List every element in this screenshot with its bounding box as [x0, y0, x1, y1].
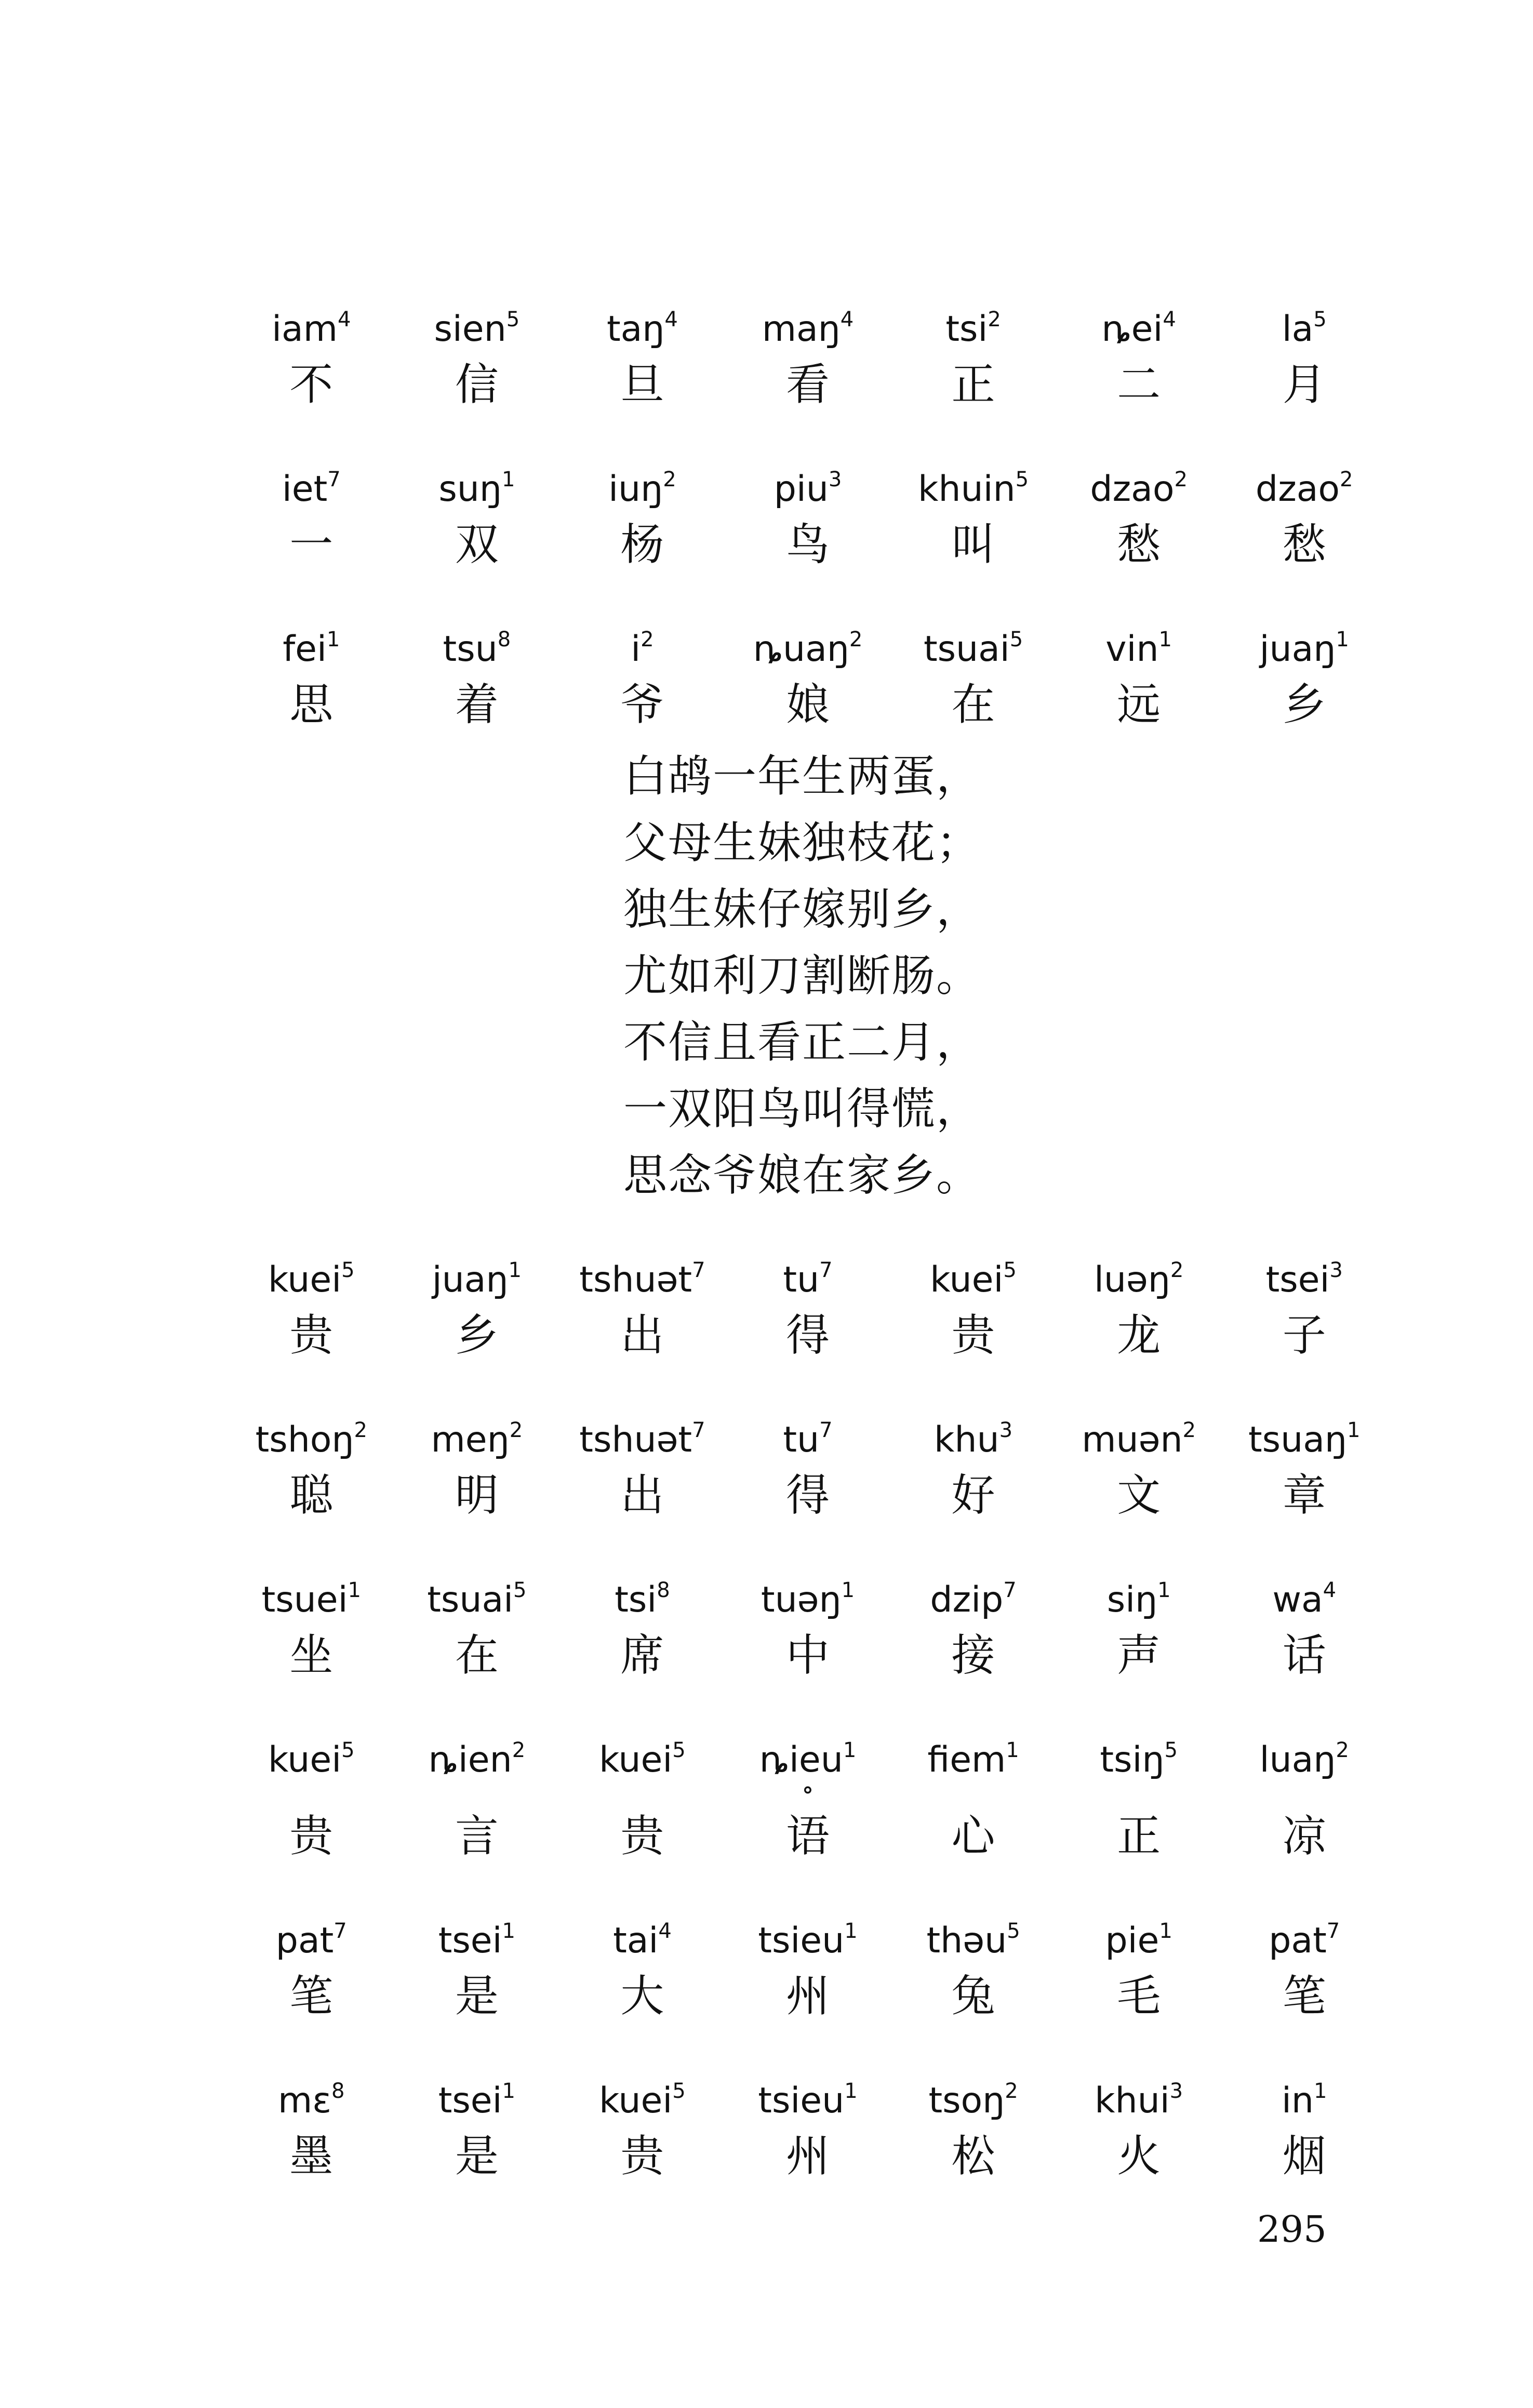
syllable-text: kuei	[268, 1739, 342, 1780]
character-row	[229, 1619, 1387, 1692]
chinese-character: 好	[951, 1470, 995, 1521]
tone-number: 1	[326, 628, 340, 651]
chinese-character: 言	[455, 1811, 499, 1861]
tone-number: 1	[843, 1738, 857, 1762]
syllable	[1056, 1242, 1222, 1299]
chinese-character: 鸟	[785, 519, 830, 570]
tone-number: 5	[506, 308, 520, 331]
chinese-character: 声	[1117, 1630, 1161, 1681]
chinese-character: 看	[785, 359, 830, 410]
chinese-character: 坐	[289, 1630, 334, 1681]
syllable-text: la	[1282, 309, 1314, 350]
syllable-text: ȵien	[428, 1739, 512, 1780]
syllable	[1056, 611, 1222, 668]
character-row	[229, 2120, 1387, 2192]
syllable	[890, 611, 1056, 668]
tone-number: 2	[1340, 468, 1353, 491]
romanization-row	[229, 1402, 1387, 1459]
chinese-character: 聪	[289, 1470, 334, 1521]
syllable-text: tsoŋ	[928, 2080, 1005, 2121]
syllable-text: fiem	[927, 1739, 1006, 1780]
syllable-text: tsuai	[427, 1579, 513, 1620]
syllable	[890, 1242, 1056, 1299]
syllable	[1221, 1562, 1387, 1619]
syllable-text: tsuei	[261, 1579, 348, 1620]
tone-number: 5	[1015, 468, 1029, 491]
poem-translation	[623, 743, 981, 1208]
syllable-text: iet	[282, 469, 328, 510]
tone-number: 5	[513, 1578, 527, 1602]
syllable	[229, 1242, 394, 1299]
syllable	[559, 2063, 725, 2120]
tone-number: 7	[327, 468, 341, 491]
syllable	[229, 1903, 394, 1960]
syllable	[229, 1562, 394, 1619]
chinese-character: 乡	[1282, 679, 1326, 730]
syllable	[229, 1402, 394, 1459]
syllable-text: taŋ	[606, 309, 665, 350]
tone-number: 7	[1003, 1578, 1017, 1602]
poem-line: 一双阳鸟叫得慌，	[623, 1083, 981, 1134]
tone-number: 1	[844, 2079, 858, 2103]
chinese-character: 正	[1117, 1811, 1161, 1861]
chinese-character: 旦	[620, 359, 664, 410]
chinese-character: 松	[951, 2131, 995, 2181]
syllable-text: luəŋ	[1094, 1259, 1170, 1300]
character-row	[229, 1800, 1387, 1872]
tone-number: 2	[509, 1418, 523, 1442]
chinese-character: 子	[1282, 1310, 1326, 1361]
chinese-character: 心	[951, 1811, 995, 1861]
chinese-character: 出	[620, 1310, 664, 1361]
syllable-text: suŋ	[438, 469, 502, 510]
chinese-character: 中	[785, 1630, 830, 1681]
syllable-text: luaŋ	[1259, 1739, 1336, 1780]
syllable-text: kuei	[268, 1259, 342, 1300]
circle-mark	[890, 1779, 1056, 1800]
syllable-text: ȵuaŋ	[753, 629, 849, 670]
tone-number: 7	[819, 1258, 833, 1282]
syllable	[559, 1402, 725, 1459]
romanization-row	[229, 1242, 1387, 1299]
character-row	[229, 348, 1387, 421]
chinese-character: 烟	[1282, 2131, 1326, 2181]
syllable-text: wa	[1272, 1579, 1323, 1620]
syllable	[725, 1242, 891, 1299]
syllable	[229, 611, 394, 668]
romanization-row	[229, 611, 1387, 668]
chinese-character: 一	[289, 519, 334, 570]
poem-line: 父母生妹独枝花；	[623, 817, 981, 868]
syllable-text: siŋ	[1107, 1579, 1158, 1620]
chinese-character: 毛	[1117, 1971, 1161, 2021]
syllable-text: ȵieu	[759, 1739, 843, 1780]
syllable-text: tu	[783, 1419, 820, 1460]
circle-mark	[229, 1779, 394, 1800]
syllable	[559, 1903, 725, 1960]
syllable	[890, 291, 1056, 348]
interlinear-block-top	[229, 291, 1387, 771]
syllable	[1221, 1722, 1387, 1779]
tone-number: 4	[664, 308, 678, 331]
chinese-character: 明	[455, 1470, 499, 1521]
syllable-text: juaŋ	[1259, 629, 1336, 670]
poem-line: 不信且看正二月，	[623, 1017, 981, 1068]
interlinear-block-bottom	[229, 1242, 1387, 2223]
tone-number: 2	[1005, 2079, 1018, 2103]
tone-number: 5	[1003, 1258, 1017, 1282]
syllable	[725, 1722, 891, 1779]
syllable	[559, 451, 725, 508]
syllable-text: maŋ	[762, 309, 841, 350]
chinese-character: 语	[785, 1811, 830, 1861]
syllable-text: tshoŋ	[255, 1419, 354, 1460]
tone-number: 5	[1313, 308, 1327, 331]
syllable	[890, 1722, 1056, 1779]
tone-number: 1	[1159, 1919, 1172, 1943]
syllable-text: tai	[613, 1920, 659, 1961]
syllable	[394, 1242, 560, 1299]
tone-number: 2	[1336, 1738, 1349, 1762]
syllable	[1221, 2063, 1387, 2120]
syllable	[394, 611, 560, 668]
chinese-character: 月	[1282, 359, 1326, 410]
circle-mark	[1221, 1779, 1387, 1800]
chinese-character: 贵	[620, 1811, 664, 1861]
tone-number: 5	[1164, 1738, 1178, 1762]
syllable-text: tsei	[438, 1920, 502, 1961]
tone-number: 5	[341, 1258, 355, 1282]
syllable	[559, 1722, 725, 1779]
syllable-text: kuei	[599, 2080, 673, 2121]
syllable-text: khuin	[918, 469, 1016, 510]
chinese-character: 爷	[620, 679, 664, 730]
tone-number: 4	[337, 308, 351, 331]
syllable	[1221, 291, 1387, 348]
syllable	[559, 1242, 725, 1299]
chinese-character: 州	[785, 2131, 830, 2181]
circle-mark	[1056, 1779, 1222, 1800]
tone-number: 1	[1336, 628, 1349, 651]
tone-number: 1	[1158, 628, 1172, 651]
syllable	[559, 1562, 725, 1619]
tone-number: 5	[672, 2079, 686, 2103]
syllable	[725, 1562, 891, 1619]
mark-row	[229, 1774, 1387, 1804]
tone-number: 4	[658, 1919, 672, 1943]
syllable	[1056, 1562, 1222, 1619]
tone-number: 3	[999, 1418, 1013, 1442]
syllable	[559, 291, 725, 348]
character-row	[229, 1960, 1387, 2032]
syllable-text: khu	[934, 1419, 999, 1460]
syllable-text: tsi	[945, 309, 988, 350]
syllable	[890, 1402, 1056, 1459]
syllable	[229, 451, 394, 508]
chinese-character: 火	[1117, 2131, 1161, 2181]
chinese-character: 乡	[455, 1310, 499, 1361]
syllable	[890, 2063, 1056, 2120]
syllable	[1221, 611, 1387, 668]
tone-number: 2	[354, 1418, 367, 1442]
tone-number: 3	[1329, 1258, 1343, 1282]
tone-number: 7	[1326, 1919, 1340, 1943]
syllable	[1056, 1903, 1222, 1960]
chinese-character: 贵	[951, 1310, 995, 1361]
syllable-text: i	[631, 629, 641, 670]
syllable-text: tu	[783, 1259, 820, 1300]
syllable	[725, 451, 891, 508]
romanization-row	[229, 1722, 1387, 1779]
chinese-character: 席	[620, 1630, 664, 1681]
syllable-text: tsuai	[923, 629, 1010, 670]
chinese-character: 州	[785, 1971, 830, 2021]
syllable	[1056, 451, 1222, 508]
tone-number: 1	[1006, 1738, 1019, 1762]
chinese-character: 在	[455, 1630, 499, 1681]
tone-number: 4	[840, 308, 854, 331]
chinese-character: 着	[455, 679, 499, 730]
chinese-character: 娘	[785, 679, 830, 730]
tone-number: 8	[331, 2079, 345, 2103]
syllable-text: mɛ	[278, 2080, 332, 2121]
syllable	[1221, 451, 1387, 508]
syllable-text: dzip	[930, 1579, 1004, 1620]
chinese-character: 贵	[289, 1811, 334, 1861]
romanization-row	[229, 2063, 1387, 2120]
tone-number: 2	[1170, 1258, 1184, 1282]
circle-mark	[559, 1779, 725, 1800]
syllable	[890, 1903, 1056, 1960]
syllable	[1221, 1242, 1387, 1299]
chinese-character: 双	[455, 519, 499, 570]
chinese-character: 话	[1282, 1630, 1326, 1681]
character-row	[229, 508, 1387, 581]
syllable	[394, 1903, 560, 1960]
tone-number: 5	[672, 1738, 686, 1762]
tone-number: 7	[334, 1919, 347, 1943]
tone-number: 7	[819, 1418, 833, 1442]
tone-number: 7	[692, 1258, 705, 1282]
chinese-character: 不	[289, 359, 334, 410]
syllable-text: tsi	[615, 1579, 657, 1620]
syllable	[1221, 1402, 1387, 1459]
page-number: 295	[1257, 2208, 1327, 2251]
syllable-text: tsu	[443, 629, 498, 670]
tone-number: 1	[1347, 1418, 1361, 1442]
tone-number: 2	[512, 1738, 526, 1762]
syllable	[1056, 291, 1222, 348]
character-row	[229, 668, 1387, 741]
chinese-character: 正	[951, 359, 995, 410]
tone-number: 2	[1182, 1418, 1196, 1442]
tone-number: 7	[692, 1418, 705, 1442]
syllable	[394, 1562, 560, 1619]
tone-number: 1	[841, 1578, 855, 1602]
syllable-text: dzao	[1255, 469, 1340, 510]
tone-number: 3	[1169, 2079, 1183, 2103]
circle-mark	[394, 1779, 560, 1800]
syllable	[1221, 1903, 1387, 1960]
chinese-character: 二	[1117, 359, 1161, 410]
syllable-text: muən	[1082, 1419, 1183, 1460]
syllable-text: vin	[1105, 629, 1159, 670]
chinese-character: 凉	[1282, 1811, 1326, 1861]
syllable	[890, 451, 1056, 508]
chinese-character: 是	[455, 2131, 499, 2181]
chinese-character: 贵	[620, 2131, 664, 2181]
syllable-text: piu	[774, 469, 829, 510]
chinese-character: 墨	[289, 2131, 334, 2181]
syllable	[229, 2063, 394, 2120]
syllable-text: tsieu	[758, 1920, 845, 1961]
syllable-text: fei	[283, 629, 327, 670]
syllable	[890, 1562, 1056, 1619]
chinese-character: 愁	[1117, 519, 1161, 570]
syllable-text: kuei	[930, 1259, 1004, 1300]
syllable	[394, 1722, 560, 1779]
syllable-text: juaŋ	[432, 1259, 509, 1300]
chinese-character: 笔	[1282, 1971, 1326, 2021]
chinese-character: 在	[951, 679, 995, 730]
tone-number: 1	[1313, 2079, 1327, 2103]
romanization-row	[229, 451, 1387, 508]
syllable	[1056, 1722, 1222, 1779]
syllable-text: ȵei	[1101, 309, 1163, 350]
syllable	[394, 291, 560, 348]
syllable	[394, 451, 560, 508]
syllable-text: tsei	[1265, 1259, 1330, 1300]
syllable-text: meŋ	[431, 1419, 510, 1460]
tone-number: 2	[641, 628, 654, 651]
tone-number: 8	[497, 628, 511, 651]
syllable	[725, 291, 891, 348]
syllable-text: khui	[1095, 2080, 1170, 2121]
chinese-character: 兔	[951, 1971, 995, 2021]
chinese-character: 出	[620, 1470, 664, 1521]
tone-number: 1	[502, 1919, 515, 1943]
tone-number: 3	[828, 468, 842, 491]
tone-number: 5	[1009, 628, 1023, 651]
chinese-character: 文	[1117, 1470, 1161, 1521]
chinese-character: 大	[620, 1971, 664, 2021]
poem-line: 独生妹仔嫁别乡，	[623, 884, 981, 935]
syllable-text: iuŋ	[608, 469, 663, 510]
tone-number: 5	[1007, 1919, 1020, 1943]
chinese-character: 得	[785, 1470, 830, 1521]
syllable	[725, 1402, 891, 1459]
syllable-text: tuəŋ	[761, 1579, 842, 1620]
tone-number: 2	[849, 628, 863, 651]
syllable-text: pat	[1269, 1920, 1327, 1961]
tone-number: 1	[1157, 1578, 1171, 1602]
tone-number: 1	[501, 468, 515, 491]
chinese-character: 是	[455, 1971, 499, 2021]
tone-number: 8	[657, 1578, 670, 1602]
chinese-character: 信	[455, 359, 499, 410]
chinese-character: 远	[1117, 679, 1161, 730]
tone-number: 4	[1323, 1578, 1337, 1602]
syllable	[394, 1402, 560, 1459]
syllable	[394, 2063, 560, 2120]
chinese-character: 愁	[1282, 519, 1326, 570]
romanization-row	[229, 1903, 1387, 1960]
syllable-text: kuei	[599, 1739, 673, 1780]
syllable	[1056, 2063, 1222, 2120]
syllable-text: tsuaŋ	[1248, 1419, 1347, 1460]
circle-mark: ∘	[801, 1774, 815, 1804]
syllable	[229, 1722, 394, 1779]
syllable	[725, 611, 891, 668]
poem-line: 尤如利刀割断肠。	[623, 950, 981, 1001]
romanization-row	[229, 291, 1387, 348]
tone-number: 1	[502, 2079, 515, 2103]
tone-number: 2	[1174, 468, 1188, 491]
syllable-text: in	[1281, 2080, 1314, 2121]
syllable	[725, 1903, 891, 1960]
tone-number: 1	[844, 1919, 858, 1943]
character-row	[229, 1459, 1387, 1532]
syllable-text: iam	[272, 309, 338, 350]
syllable	[559, 611, 725, 668]
poem-line: 白鸪一年生两蛋，	[623, 751, 981, 802]
tone-number: 4	[1163, 308, 1176, 331]
syllable-text: tsieu	[758, 2080, 845, 2121]
tone-number: 1	[508, 1258, 522, 1282]
syllable-text: tsiŋ	[1100, 1739, 1165, 1780]
syllable-text: pie	[1105, 1920, 1159, 1961]
chinese-character: 接	[951, 1630, 995, 1681]
character-row	[229, 1299, 1387, 1372]
syllable	[229, 291, 394, 348]
tone-number: 2	[988, 308, 1001, 331]
syllable-text: tshuət	[579, 1419, 692, 1460]
tone-number: 1	[348, 1578, 361, 1602]
poem-line: 思念爷娘在家乡。	[623, 1150, 981, 1201]
chinese-character: 章	[1282, 1470, 1326, 1521]
tone-number: 5	[341, 1738, 355, 1762]
chinese-character: 思	[289, 679, 334, 730]
romanization-row	[229, 1562, 1387, 1619]
chinese-character: 叫	[951, 519, 995, 570]
chinese-character: 杨	[620, 519, 664, 570]
syllable	[1056, 1402, 1222, 1459]
syllable-text: tsei	[438, 2080, 502, 2121]
chinese-character: 龙	[1117, 1310, 1161, 1361]
chinese-character: 得	[785, 1310, 830, 1361]
syllable-text: pat	[275, 1920, 334, 1961]
syllable-text: tshuət	[579, 1259, 692, 1300]
syllable-text: thəu	[926, 1920, 1007, 1961]
chinese-character: 笔	[289, 1971, 334, 2021]
syllable-text: sien	[434, 309, 506, 350]
syllable-text: dzao	[1090, 469, 1175, 510]
tone-number: 2	[663, 468, 676, 491]
syllable	[725, 2063, 891, 2120]
chinese-character: 贵	[289, 1310, 334, 1361]
